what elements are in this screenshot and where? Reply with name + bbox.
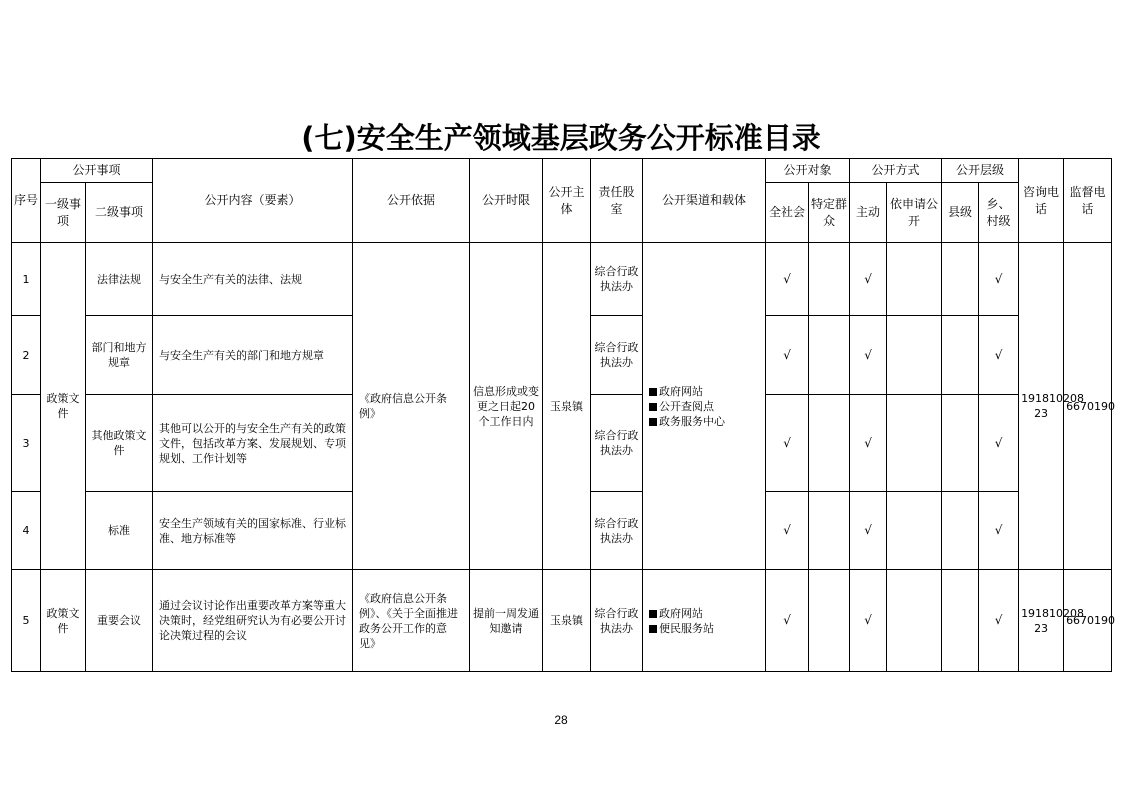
method-active-check-icon: √ xyxy=(850,316,887,395)
method-active-check-icon: √ xyxy=(850,570,887,672)
row-level1: 政策文件 xyxy=(41,570,86,672)
row-seq: 5 xyxy=(12,570,41,672)
method-request-cell xyxy=(887,570,942,672)
header-supervise: 监督电话 xyxy=(1064,159,1112,243)
row-seq: 4 xyxy=(12,492,41,570)
level-village-check-icon: √ xyxy=(979,316,1019,395)
black-square-icon xyxy=(649,403,657,411)
row-content: 与安全生产有关的法律、法规 xyxy=(153,243,353,316)
channel-item: 政务服务中心 xyxy=(649,414,759,429)
row-dept: 综合行政执法办 xyxy=(591,243,643,316)
header-method-active: 主动 xyxy=(850,183,887,243)
row-level2: 标准 xyxy=(86,492,153,570)
row-content: 与安全生产有关的部门和地方规章 xyxy=(153,316,353,395)
header-items-group: 公开事项 xyxy=(41,159,153,183)
row-dept: 综合行政执法办 xyxy=(591,395,643,492)
level-county-cell xyxy=(942,316,979,395)
level-village-check-icon: √ xyxy=(979,570,1019,672)
table-row xyxy=(12,570,1112,672)
method-request-cell xyxy=(887,395,942,492)
header-level-group: 公开层级 xyxy=(942,159,1019,183)
header-basis: 公开依据 xyxy=(353,159,470,243)
row-basis: 《政府信息公开条例》 xyxy=(353,243,470,570)
obj-specific-cell xyxy=(809,316,850,395)
header-level-village: 乡、村级 xyxy=(979,183,1019,243)
document-title: (七)安全生产领域基层政务公开标准目录 xyxy=(301,121,821,155)
header-obj-all: 全社会 xyxy=(766,183,809,243)
row-dept: 综合行政执法办 xyxy=(591,492,643,570)
row-subject: 玉泉镇 xyxy=(543,243,591,570)
supervise-phone: 6670190 xyxy=(1064,570,1112,672)
obj-specific-cell xyxy=(809,492,850,570)
consult-phone: 191810208 23 xyxy=(1019,243,1064,570)
method-active-check-icon: √ xyxy=(850,395,887,492)
level-village-check-icon: √ xyxy=(979,492,1019,570)
method-request-cell xyxy=(887,316,942,395)
header-obj-specific: 特定群众 xyxy=(809,183,850,243)
black-square-icon xyxy=(649,625,657,633)
channel-item: 便民服务站 xyxy=(649,621,759,636)
header-subject: 公开主体 xyxy=(543,159,591,243)
row-content: 通过会议讨论作出重要改革方案等重大决策时，经党组研究认为有必要公开讨论决策过程的会议 xyxy=(153,570,353,672)
header-time-limit: 公开时限 xyxy=(470,159,543,243)
header-consult: 咨询电话 xyxy=(1019,159,1064,243)
supervise-phone: 6670190 xyxy=(1064,243,1112,570)
row-seq: 2 xyxy=(12,316,41,395)
level-county-cell xyxy=(942,492,979,570)
obj-specific-cell xyxy=(809,243,850,316)
row-dept: 综合行政执法办 xyxy=(591,316,643,395)
header-content: 公开内容（要素） xyxy=(153,159,353,243)
row-level2: 其他政策文件 xyxy=(86,395,153,492)
header-dept: 责任股室 xyxy=(591,159,643,243)
header-method-group: 公开方式 xyxy=(850,159,942,183)
row-content: 其他可以公开的与安全生产有关的政策文件，包括改革方案、发展规划、专项规划、工作计划等 xyxy=(153,395,353,492)
method-active-check-icon: √ xyxy=(850,243,887,316)
row-level2: 法律法规 xyxy=(86,243,153,316)
black-square-icon xyxy=(649,388,657,396)
method-request-cell xyxy=(887,243,942,316)
header-level-county: 县级 xyxy=(942,183,979,243)
row-level2: 部门和地方规章 xyxy=(86,316,153,395)
channel-item: 政府网站 xyxy=(649,384,759,399)
level-village-check-icon: √ xyxy=(979,395,1019,492)
obj-all-check-icon: √ xyxy=(766,243,809,316)
row-seq: 1 xyxy=(12,243,41,316)
row-subject: 玉泉镇 xyxy=(543,570,591,672)
channel-item: 公开查阅点 xyxy=(649,399,759,414)
row-channel xyxy=(643,570,766,672)
black-square-icon xyxy=(649,610,657,618)
header-level1: 一级事项 xyxy=(41,183,86,243)
row-basis: 《政府信息公开条例》、《关于全面推进政务公开工作的意见》 xyxy=(353,570,470,672)
table-row xyxy=(12,243,1112,316)
header-channel: 公开渠道和载体 xyxy=(643,159,766,243)
obj-all-check-icon: √ xyxy=(766,316,809,395)
method-request-cell xyxy=(887,492,942,570)
obj-all-check-icon: √ xyxy=(766,492,809,570)
header-method-request: 依申请公开 xyxy=(887,183,942,243)
row-time-limit: 提前一周发通知邀请 xyxy=(470,570,543,672)
level-village-check-icon: √ xyxy=(979,243,1019,316)
obj-specific-cell xyxy=(809,570,850,672)
catalog-table xyxy=(11,158,1116,672)
header-object-group: 公开对象 xyxy=(766,159,850,183)
level-county-cell xyxy=(942,243,979,316)
row-channel xyxy=(643,243,766,570)
obj-all-check-icon: √ xyxy=(766,395,809,492)
consult-phone: 191810208 23 xyxy=(1019,570,1064,672)
row-content: 安全生产领域有关的国家标准、行业标准、地方标准等 xyxy=(153,492,353,570)
channel-item: 政府网站 xyxy=(649,606,759,621)
obj-specific-cell xyxy=(809,395,850,492)
row-time-limit: 信息形成或变更之日起20个工作日内 xyxy=(470,243,543,570)
page-number: 28 xyxy=(554,713,568,727)
row-level1: 政策文件 xyxy=(41,243,86,570)
row-level2: 重要会议 xyxy=(86,570,153,672)
header-seq: 序号 xyxy=(12,159,41,243)
row-dept: 综合行政执法办 xyxy=(591,570,643,672)
row-seq: 3 xyxy=(12,395,41,492)
level-county-cell xyxy=(942,395,979,492)
obj-all-check-icon: √ xyxy=(766,570,809,672)
header-level2: 二级事项 xyxy=(86,183,153,243)
method-active-check-icon: √ xyxy=(850,492,887,570)
black-square-icon xyxy=(649,418,657,426)
level-county-cell xyxy=(942,570,979,672)
